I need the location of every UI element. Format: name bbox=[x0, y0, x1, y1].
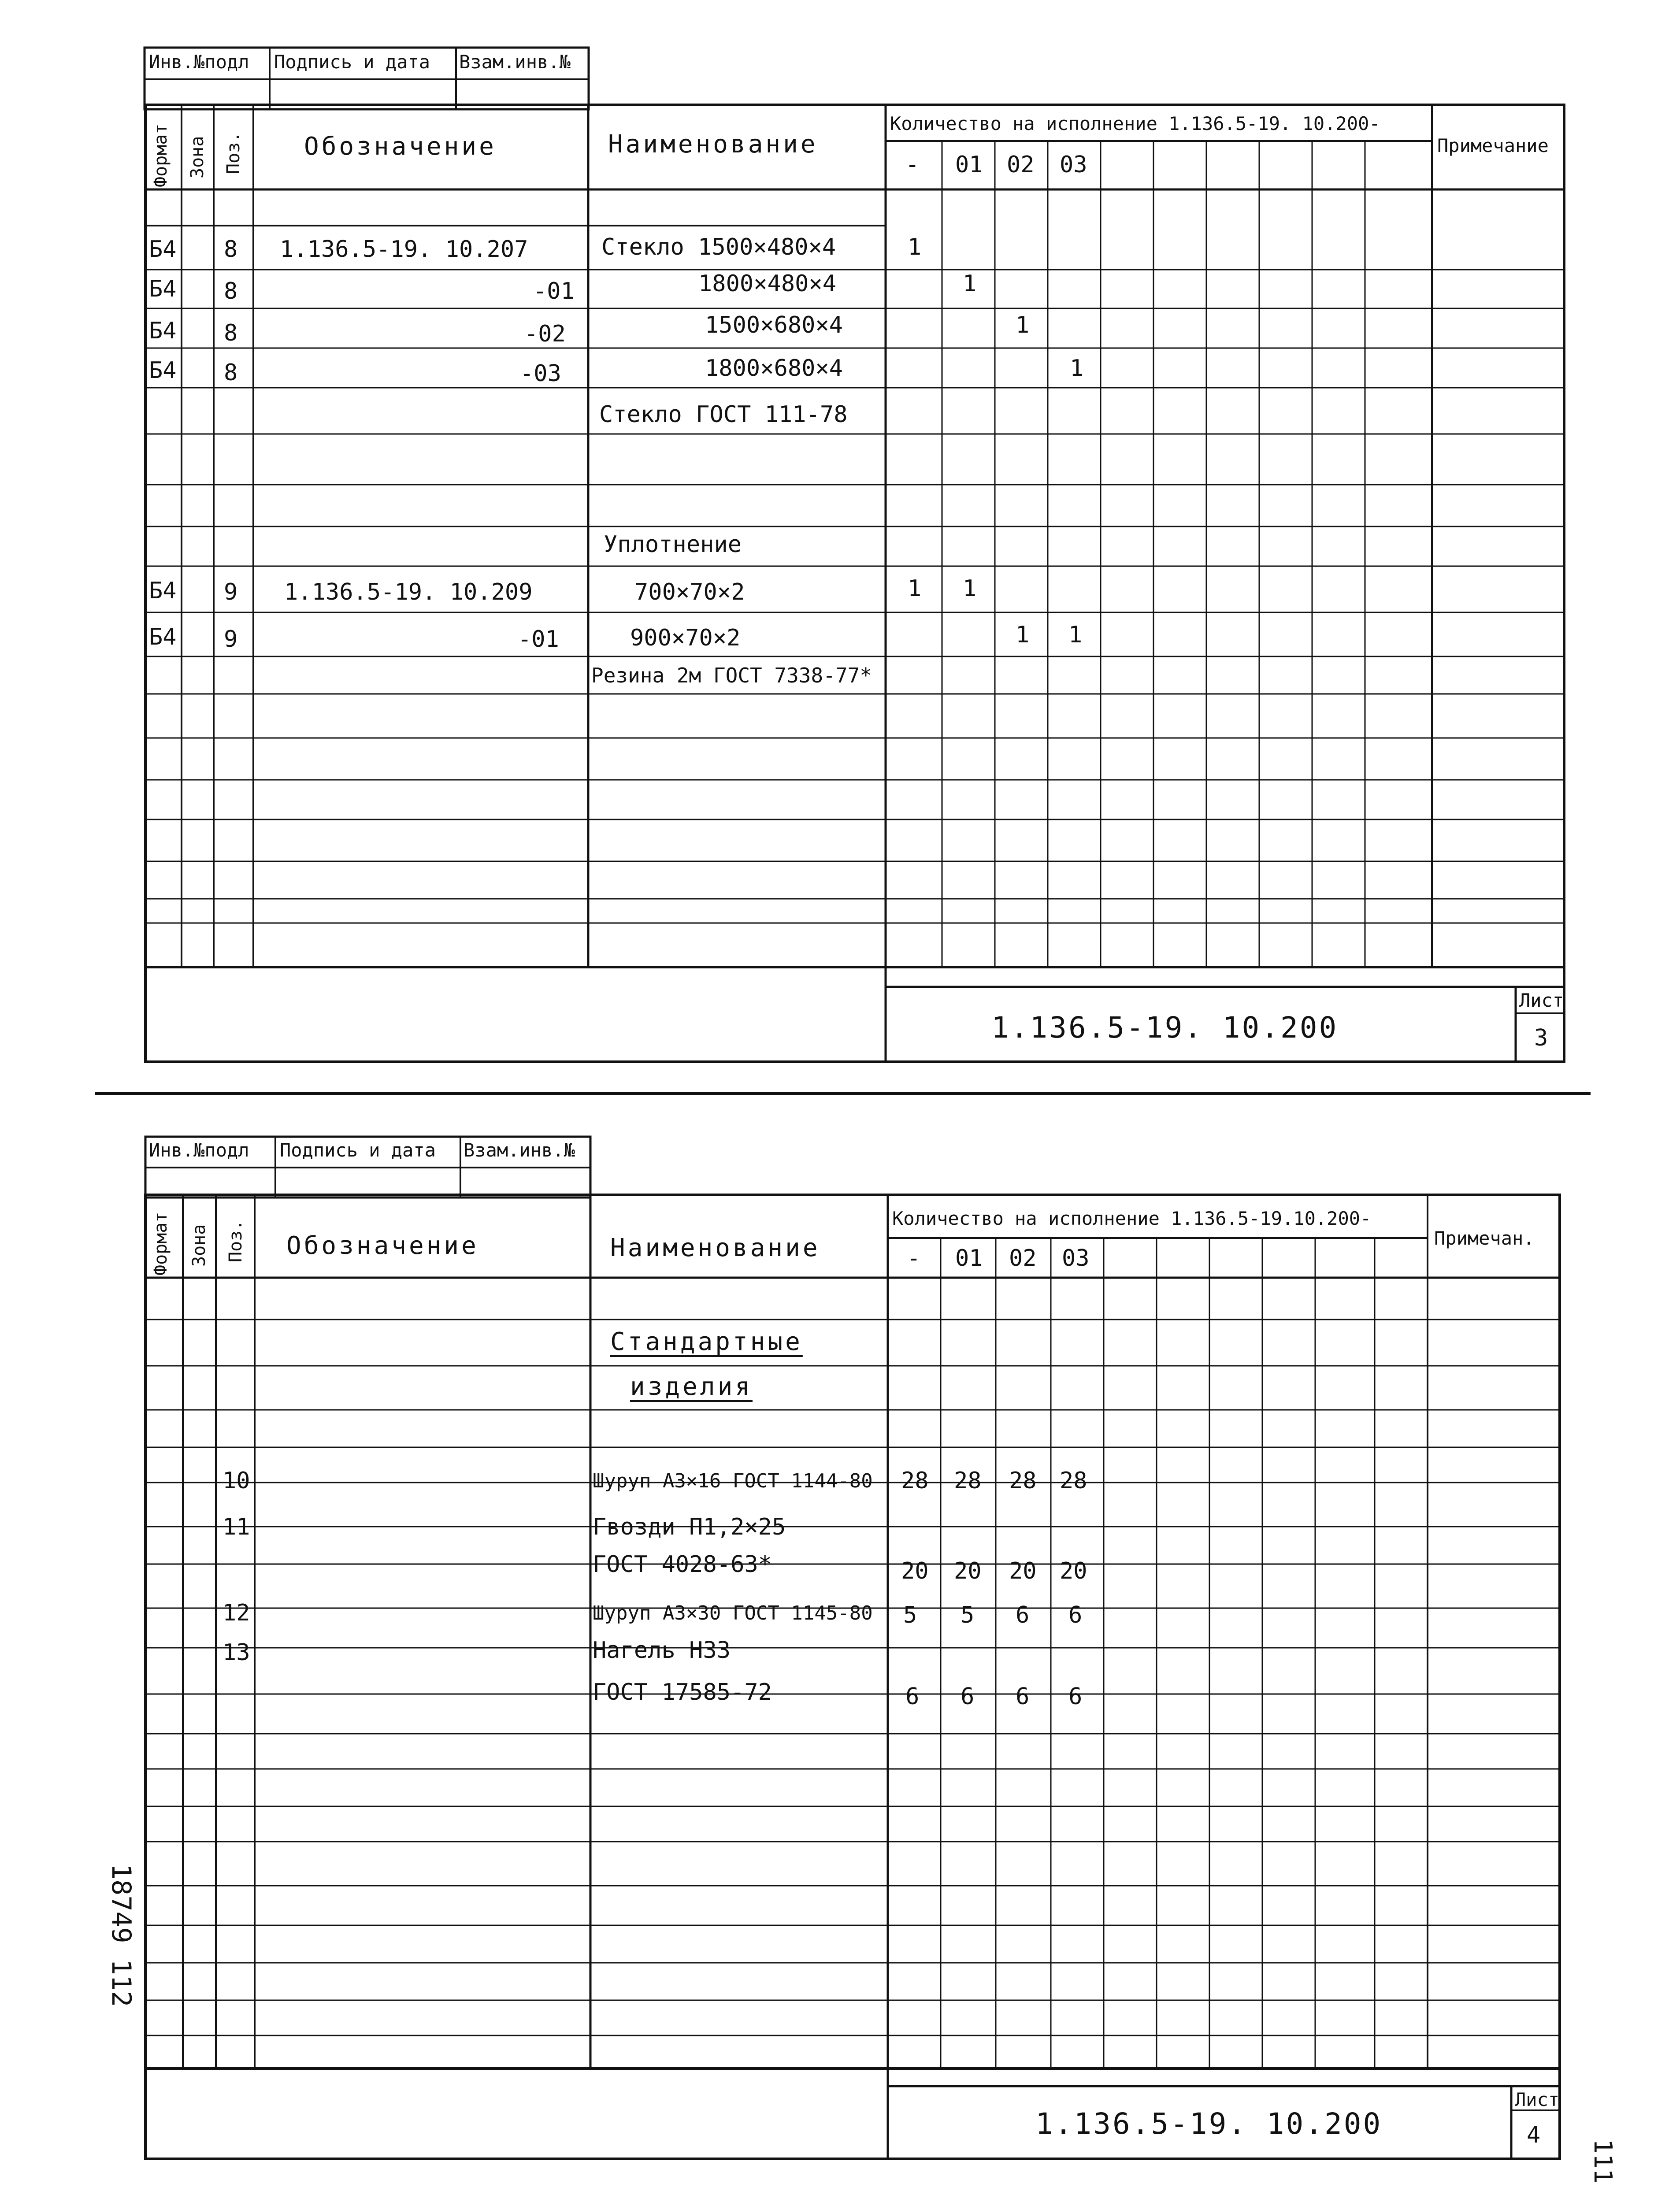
stamp-podpis: Подпись и дата bbox=[280, 1139, 436, 1161]
row-qty: 1 bbox=[908, 575, 922, 602]
row-naimenovanie: Стандартные bbox=[610, 1327, 803, 1356]
row-poz: 8 bbox=[224, 236, 238, 263]
variant-03: 03 bbox=[1062, 1245, 1090, 1272]
row-naimenovanie: 1800×480×4 bbox=[698, 271, 837, 297]
header-kolichestvo: Количество на исполнение 1.136.5-19.10.200- bbox=[892, 1208, 1372, 1229]
list-label: Лист bbox=[1519, 990, 1564, 1011]
row-poz: 9 bbox=[224, 626, 238, 652]
sheet-2-grid bbox=[0, 1119, 1680, 2191]
row-poz: 11 bbox=[223, 1514, 250, 1540]
row-qty: 20 bbox=[1060, 1558, 1087, 1584]
row-oboznachenie: -01 bbox=[518, 626, 559, 652]
row-qty: 1 bbox=[908, 234, 922, 260]
header-format: Формат bbox=[151, 1212, 171, 1275]
row-qty: 5 bbox=[961, 1602, 975, 1628]
row-qty: 6 bbox=[1016, 1683, 1030, 1710]
header-kolichestvo: Количество на исполнение 1.136.5-19. 10.200- bbox=[890, 113, 1380, 134]
row-naimenovanie: 1500×680×4 bbox=[705, 312, 843, 338]
row-oboznachenie: -02 bbox=[524, 321, 566, 347]
row-poz: 13 bbox=[223, 1639, 250, 1666]
row-qty: 28 bbox=[1009, 1468, 1037, 1494]
row-naimenovanie: Уплотнение bbox=[604, 531, 742, 558]
sheet-2 bbox=[0, 1119, 1680, 2191]
header-primechanie: Примечание bbox=[1437, 135, 1549, 156]
archive-number: 18749 112 bbox=[106, 1864, 137, 2007]
header-poz: Поз. bbox=[223, 131, 244, 174]
row-naimenovanie: 1800×680×4 bbox=[705, 355, 843, 382]
row-qty: 1 bbox=[1016, 622, 1030, 648]
row-qty: 6 bbox=[1068, 1602, 1083, 1628]
header-format: Формат bbox=[151, 123, 171, 187]
row-oboznachenie: 1.136.5-19. 10.209 bbox=[284, 579, 533, 605]
row-poz: 8 bbox=[224, 320, 238, 346]
row-poz: 9 bbox=[224, 579, 238, 605]
row-naimenovanie: Стекло 1500×480×4 bbox=[601, 234, 836, 260]
row-qty: 20 bbox=[1009, 1558, 1037, 1584]
row-format: Б4 bbox=[149, 624, 177, 650]
row-naimenovanie: 700×70×2 bbox=[634, 579, 745, 605]
row-naimenovanie: Гвозди П1,2×25 bbox=[593, 1514, 786, 1540]
row-qty: 28 bbox=[954, 1468, 982, 1494]
row-naimenovanie: Резина 2м ГОСТ 7338-77* bbox=[591, 664, 872, 687]
list-number: 4 bbox=[1527, 2122, 1541, 2148]
row-qty: 6 bbox=[961, 1683, 975, 1710]
row-naimenovanie: ГОСТ 4028-63* bbox=[593, 1551, 772, 1578]
sheet-1-grid bbox=[0, 0, 1680, 1088]
variant-base: - bbox=[907, 1245, 921, 1272]
stamp-inv-podl: Инв.№подл bbox=[149, 1139, 249, 1161]
stamp-vzam: Взам.инв.№ bbox=[464, 1139, 575, 1161]
row-oboznachenie: 1.136.5-19. 10.207 bbox=[280, 236, 528, 263]
row-format: Б4 bbox=[149, 236, 177, 263]
row-qty: 6 bbox=[905, 1683, 920, 1710]
row-qty: 1 bbox=[1070, 355, 1084, 382]
sheet-separator bbox=[95, 1092, 1591, 1095]
row-oboznachenie: -01 bbox=[533, 278, 575, 304]
variant-02: 02 bbox=[1007, 152, 1035, 178]
row-poz: 10 bbox=[223, 1468, 250, 1494]
header-oboznachenie: Обозначение bbox=[286, 1231, 479, 1260]
variant-01: 01 bbox=[955, 152, 983, 178]
row-oboznachenie: -03 bbox=[520, 360, 561, 387]
header-naimenovanie: Наименование bbox=[608, 130, 818, 159]
row-format: Б4 bbox=[149, 578, 177, 604]
row-naimenovanie: Шуруп А3×30 ГОСТ 1145-80 bbox=[593, 1602, 873, 1624]
row-qty: 1 bbox=[1016, 312, 1030, 338]
row-poz: 8 bbox=[224, 278, 238, 304]
variant-02: 02 bbox=[1009, 1245, 1037, 1272]
row-format: Б4 bbox=[149, 318, 177, 344]
sheet-1 bbox=[0, 0, 1680, 1088]
row-naimenovanie: ГОСТ 17585-72 bbox=[593, 1679, 772, 1705]
row-qty: 20 bbox=[954, 1558, 982, 1584]
row-qty: 6 bbox=[1068, 1683, 1083, 1710]
stamp-podpis: Подпись и дата bbox=[274, 51, 430, 73]
page-number: 111 bbox=[1588, 2139, 1617, 2184]
row-qty: 28 bbox=[901, 1468, 929, 1494]
row-qty: 1 bbox=[963, 271, 977, 297]
row-format: Б4 bbox=[149, 276, 177, 302]
row-qty: 1 bbox=[963, 575, 977, 602]
header-zona: Зона bbox=[189, 1224, 209, 1267]
row-naimenovanie: Стекло ГОСТ 111-78 bbox=[599, 401, 848, 428]
row-poz: 12 bbox=[223, 1600, 250, 1626]
variant-base: - bbox=[905, 152, 920, 178]
row-naimenovanie: Нагель Н33 bbox=[593, 1637, 731, 1664]
row-naimenovanie: Шуруп А3×16 ГОСТ 1144-80 bbox=[593, 1470, 873, 1492]
row-format: Б4 bbox=[149, 357, 177, 384]
header-naimenovanie: Наименование bbox=[610, 1234, 820, 1262]
doc-code: 1.136.5-19. 10.200 bbox=[1035, 2107, 1383, 2141]
header-oboznachenie: Обозначение bbox=[304, 132, 497, 161]
stamp-inv-podl: Инв.№подл bbox=[149, 51, 249, 73]
header-poz: Поз. bbox=[226, 1220, 246, 1262]
header-primechanie: Примечан. bbox=[1434, 1227, 1535, 1249]
row-qty: 20 bbox=[901, 1558, 929, 1584]
doc-code: 1.136.5-19. 10.200 bbox=[991, 1011, 1339, 1045]
row-naimenovanie: 900×70×2 bbox=[630, 625, 741, 651]
list-number: 3 bbox=[1534, 1025, 1548, 1051]
list-label: Лист bbox=[1515, 2089, 1560, 2110]
variant-03: 03 bbox=[1060, 152, 1087, 178]
row-poz: 8 bbox=[224, 360, 238, 386]
row-naimenovanie: изделия bbox=[630, 1372, 753, 1401]
row-qty: 6 bbox=[1016, 1602, 1030, 1628]
row-qty: 28 bbox=[1060, 1468, 1087, 1494]
stamp-vzam: Взам.инв.№ bbox=[459, 51, 571, 73]
row-qty: 5 bbox=[903, 1602, 917, 1628]
row-qty: 1 bbox=[1068, 622, 1083, 648]
header-zona: Зона bbox=[187, 136, 208, 178]
variant-01: 01 bbox=[955, 1245, 983, 1272]
